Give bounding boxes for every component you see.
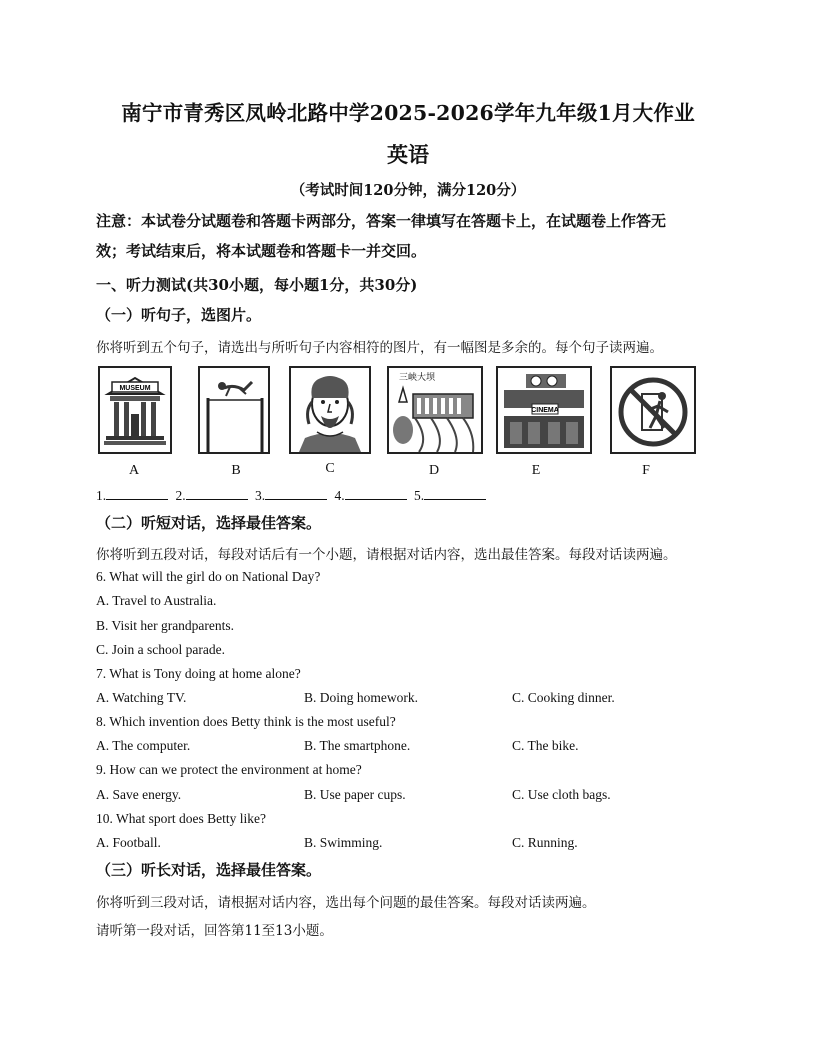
option-9b: B. Use paper cups. [304,787,406,802]
option-8b: B. The smartphone. [304,738,411,753]
blank-label: 4. [334,488,345,503]
no-entry-sign-icon [612,368,694,452]
part3-instruction: 你将听到三段对话，请根据对话内容，选出每个问题的最佳答案。每段对话读两遍。 [96,895,596,911]
picture-label-b: B [231,463,241,478]
picture-label-a: A [128,463,140,478]
blank-label: 3. [255,488,266,503]
part2-title: （二）听短对话，选择最佳答案。 [96,514,322,532]
exam-subject: 英语 [387,142,429,167]
notice-line-2: 效；考试结束后，将本试题卷和答题卡一并交回。 [96,242,427,260]
option-7c: C. Cooking dinner. [512,690,615,705]
museum-icon [100,368,170,452]
part3-sub-instruction: 请听第一段对话，回答第11至13小题。 [96,923,333,939]
three-gorges-dam-icon [389,368,481,452]
picture-label-d: D [428,463,440,478]
option-6c: C. Join a school parade. [96,642,225,657]
exam-time-info: （考试时间120分钟，满分120分） [290,182,526,199]
question-10: 10. What sport does Betty like? [96,811,266,826]
high-jump-icon [200,368,268,452]
option-10a: A. Football. [96,835,161,850]
option-8a: A. The computer. [96,738,191,753]
part1-title: （一）听句子，选图片。 [96,306,262,324]
option-6b: B. Visit her grandparents. [96,618,235,633]
cinema-sign: CINEMA [531,407,559,414]
blank-label: 2. [175,488,186,503]
picture-label-c: C [325,461,335,476]
part1-instruction: 你将听到五个句子，请选出与所听句子内容相符的图片，有一幅图是多余的。每个句子读两遍。 [96,340,663,356]
exam-title: 南宁市青秀区凤岭北路中学2025-2026学年九年级1月大作业 [121,101,695,125]
option-7a: A. Watching TV. [96,690,187,705]
option-9a: A. Save energy. [96,787,182,802]
picture-c [289,366,371,454]
option-8c: C. The bike. [512,738,579,753]
picture-b [198,366,270,454]
option-10c: C. Running. [512,835,578,850]
part2-instruction: 你将听到五段对话，每段对话后有一个小题，请根据对话内容，选出最佳答案。每段对话读两遍。 [96,547,677,563]
exam-notice [96,206,716,266]
answer-blank[interactable] [265,487,327,500]
blank-label: 5. [414,488,425,503]
answer-blanks [96,487,490,504]
question-6: 6. What will the girl do on National Day? [96,569,321,584]
part3-title: （三）听长对话，选择最佳答案。 [96,861,322,879]
option-10b: B. Swimming. [304,835,383,850]
option-6a: A. Travel to Australia. [96,593,217,608]
dam-sign: 三峡大坝 [399,373,436,383]
museum-sign: MUSEUM [119,385,151,392]
option-7b: B. Doing homework. [304,690,418,705]
question-8: 8. Which invention does Betty think is the most useful? [96,714,396,729]
picture-label-f: F [642,463,650,478]
answer-blank[interactable] [106,487,168,500]
answer-blank[interactable] [345,487,407,500]
cinema-icon [498,368,590,452]
picture-f [610,366,696,454]
question-9: 9. How can we protect the environment at home? [96,762,362,777]
notice-line-1: 注意：本试卷分试题卷和答题卡两部分，答案一律填写在答题卡上，在试题卷上作答无 [96,212,667,230]
section-title: 一、听力测试(共30小题，每小题1分，共30分) [96,276,418,294]
shakespeare-portrait-icon [291,368,369,452]
question-7: 7. What is Tony doing at home alone? [96,666,301,681]
option-9c: C. Use cloth bags. [512,787,611,802]
picture-d [387,366,483,454]
picture-label-e: E [531,463,541,478]
picture-a [98,366,172,454]
answer-blank[interactable] [424,487,486,500]
picture-e [496,366,592,454]
answer-blank[interactable] [186,487,248,500]
blank-label: 1. [96,488,107,503]
